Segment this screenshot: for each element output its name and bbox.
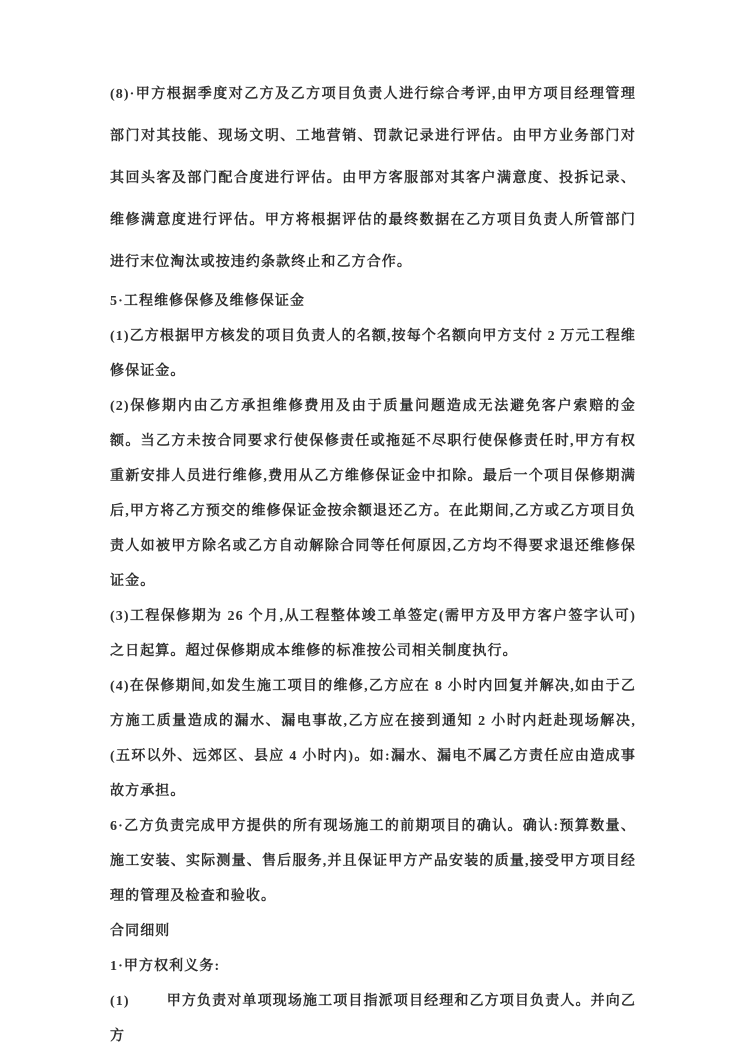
clause-5-1-deposit-payment: (1)乙方根据甲方核发的项目负责人的名额,按每个名额向甲方支付 2 万元工程维修保证金。	[110, 329, 636, 379]
heading-contract-details: 合同细则	[110, 924, 171, 939]
clause-5-2-warranty-costs: (2)保修期内由乙方承担维修费用及由于质量问题造成无法避免客户索赔的金额。当乙方未按合同要求行使保修责任或拖延不尽职行使保修责任时,甲方有权重新安排人员进行维修,费用从乙方维修保证金中扣除。最后一个项目保修期满后,甲方将乙方预交的维修保证金按余额退还乙方。在此期间,乙方或乙方项目负责人如被甲方除名或乙方自动解除合同等任何原因,乙方均不得要求退还维修保证金。	[110, 399, 636, 589]
section-5-title-warranty-deposit: 5·工程维修保修及维修保证金	[110, 294, 306, 309]
clause-5-3-warranty-period: (3)工程保修期为 26 个月,从工程整体竣工单签定(需甲方及甲方客户签字认可)之日起算。超过保修期成本维修的标准按公司相关制度执行。	[110, 609, 636, 659]
clause-8-quarterly-evaluation: (8)·甲方根据季度对乙方及乙方项目负责人进行综合考评,由甲方项目经理管理部门对其技能、现场文明、工地营销、罚款记录进行评估。由甲方业务部门对其回头客及部门配合度进行评估。由甲方客服部对其客户满意度、投拆记录、维修满意度进行评估。甲方将根据评估的最终数据在乙方项目负责人所管部门进行末位淘汰或按违约条款终止和乙方合作。	[110, 87, 636, 270]
clause-5-4-repair-response-time: (4)在保修期间,如发生施工项目的维修,乙方应在 8 小时内回复并解决,如由于乙方施工质量造成的漏水、漏电事故,乙方应在接到通知 2 小时内赶赴现场解决,(五环以外、远郊区、县应 4 小时内)。如:漏水、漏电不属乙方责任应由造成事故方承担。	[110, 679, 636, 799]
clause-detail-1-1-assignment: (1) 甲方负责对单项现场施工项目指派项目经理和乙方项目负责人。并向乙方	[110, 994, 636, 1044]
heading-party-a-rights-obligations: 1·甲方权利义务:	[110, 959, 221, 974]
clause-6-confirmation-duties: 6·乙方负责完成甲方提供的所有现场施工的前期项目的确认。确认:预算数量、施工安装、实际测量、售后服务,并且保证甲方产品安装的质量,接受甲方项目经理的管理及检查和验收。	[110, 819, 636, 904]
